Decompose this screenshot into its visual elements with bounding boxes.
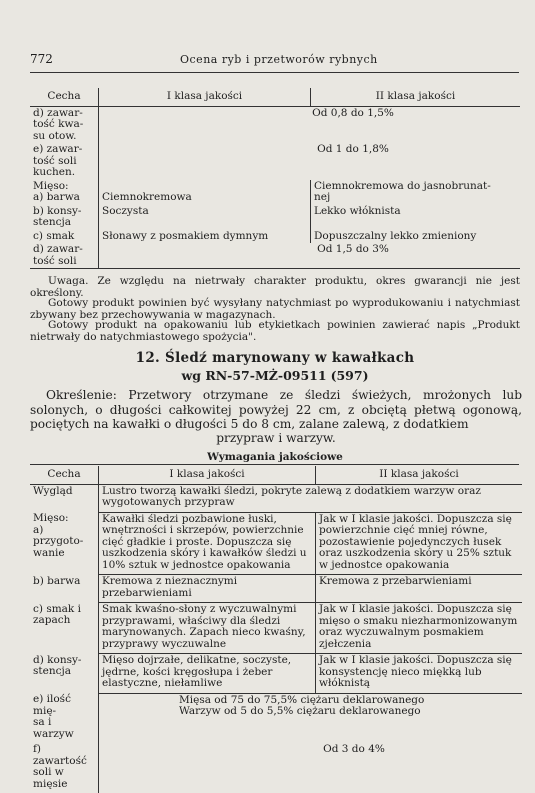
cell-cecha: Mięso: a) barwa — [30, 180, 99, 205]
header-rule — [30, 72, 519, 73]
table-row — [30, 230, 520, 244]
col-class-2: II klasa jakości — [316, 466, 523, 484]
table-row — [30, 743, 522, 793]
cell-cecha: Wygląd — [30, 484, 99, 512]
cell-class-2: Jak w I klasie jakości. Dopuszcza się mięso o smaku niezharmonizowanym oraz wyczuwalnym posmakiem zjełczenia — [316, 603, 523, 654]
col-class-1: I klasa jakości — [99, 88, 311, 106]
cell-class-2: Ciemnokremowa do jasnobrunat- nej — [314, 179, 491, 203]
standard-code: wg RN-57-MŻ-09511 — [181, 368, 327, 383]
cell-cecha: d) konsy- stencja — [30, 654, 99, 694]
table-row — [30, 143, 520, 180]
definition-paragraph: Określenie: Przetwory otrzymane ze śledzi świeżych, mrożonych lub solonych, o długości całkowitej powyżej 22 cm, z obciętą płetwą ogonową, pociętych na kawałki o długości 5 do 8 cm, zalane zalewą, z dodatkiem — [30, 388, 522, 431]
table-header-row — [30, 466, 522, 484]
table-row — [30, 106, 520, 143]
cell-span: Od 0,8 do 1,5% — [312, 106, 394, 119]
table-row — [30, 512, 522, 575]
table-row — [30, 243, 520, 269]
cell-span: Od 3 do 4% — [323, 743, 385, 755]
cell-class-2: Kremowa z przebarwieniami — [316, 575, 523, 603]
cell-cecha: d) zawar- tość soli — [30, 243, 99, 269]
cell-class-2: Lekko włóknista — [314, 204, 401, 217]
cell-cecha: e) ilość mię- sa i warzyw — [30, 693, 99, 743]
definition-end: przypraw i warzyw. — [216, 431, 336, 445]
cell-class-1: Smak kwaśno-słony z wyczuwalnymi przyprawami, właściwy dla śledzi marynowanych. Zapach nieco kwaśny, przyprawy wyczuwalne — [99, 603, 316, 654]
note-shipping: Gotowy produkt powinien być wysyłany natychmiast po wyprodukowaniu i natychmiast zbywany bez przechowywania w magazynach. — [30, 297, 520, 321]
cell-cecha: Mięso: a) przygoto- wanie — [30, 512, 99, 575]
page-header — [30, 52, 515, 70]
cell-span: Od 1,5 do 3% — [99, 243, 521, 269]
note-label: Gotowy produkt na opakowaniu lub etykietkach powinien zawierać napis „Produkt nietrwały do natychmiastowego spożycia". — [30, 319, 520, 343]
col-class-2: II klasa jakości — [311, 88, 521, 106]
cell-cecha: c) smak i zapach — [30, 603, 99, 654]
page-number: 772 — [30, 52, 53, 66]
note-warning: Uwaga. Ze względu na nietrwały charakter produktu, okres gwarancji nie jest określony. — [30, 275, 520, 299]
table-header-row — [30, 88, 520, 106]
cell-class-2: Dopuszczalny lekko zmieniony — [314, 229, 477, 242]
quality-table-2 — [30, 466, 522, 793]
cell-class-1: Kawałki śledzi pozbawione łuski, wnętrzności i skrzepów, powierzchnie cięć gładkie i proste. Dopuszcza się uszkodzenia skóry i kawałków śledzi u 10% sztuk w jednostce opakowania — [99, 512, 316, 575]
quality-table-1 — [30, 88, 520, 269]
col-cecha: Cecha — [30, 466, 99, 484]
cell-class-1: Ciemnokremowa — [99, 180, 311, 205]
col-cecha: Cecha — [30, 88, 99, 106]
cell-span: Mięsa od 75 do 75,5% ciężaru deklarowanego Warzyw od 5 do 5,5% ciężaru deklarowanego — [179, 693, 425, 717]
table-row — [30, 693, 522, 743]
requirements-heading: Wymagania jakościowe — [207, 451, 343, 463]
cell-cecha: f) zawartość soli w mięsie — [30, 743, 99, 793]
cell-span: Lustro tworzą kawałki śledzi, pokryte zalewą z dodatkiem warzyw oraz wygotowanych przypraw — [99, 484, 523, 512]
cell-cecha: e) zawar- tość soli kuchen. — [30, 143, 99, 180]
cell-span: Od 1 do 1,8% — [317, 143, 389, 155]
cell-cecha: d) zawar- tość kwa- su otow. — [30, 106, 99, 143]
cell-class-1: Mięso dojrzałe, delikatne, soczyste, jędrne, kości kręgosłupa i żeber elastyczne, niełamliwe — [99, 654, 316, 694]
col-class-1: I klasa jakości — [99, 466, 316, 484]
cell-class-2: Jak w I klasie jakości. Dopuszcza się konsystencję nieco miękką lub włóknistą — [316, 654, 523, 694]
section-standard — [30, 368, 520, 383]
table-row — [30, 484, 522, 512]
cell-class-1: Słonawy z posmakiem dymnym — [99, 230, 311, 244]
cell-cecha: b) konsy- stencja — [30, 205, 99, 230]
running-title: Ocena ryb i przetworów rybnych — [180, 53, 378, 66]
cell-class-1: Kremowa z nieznacznymi przebarwieniami — [99, 575, 316, 603]
standard-number: (597) — [330, 368, 369, 383]
table-row — [30, 603, 522, 654]
cell-class-2: Jak w I klasie jakości. Dopuszcza się powierzchnie cięć mniej równe, pozostawienie pojedynczych łusek oraz uszkodzenia skóry u 25% sztuk w jednostce opakowania — [316, 512, 523, 575]
cell-cecha: b) barwa — [30, 575, 99, 603]
cell-cecha: c) smak — [30, 230, 99, 244]
table-row — [30, 654, 522, 694]
section-title: 12. Śledź marynowany w kawałkach — [135, 350, 415, 366]
table-row — [30, 575, 522, 603]
table-row — [30, 180, 520, 205]
table-top-rule — [30, 464, 519, 465]
table-row — [30, 205, 520, 230]
cell-class-1: Soczysta — [99, 205, 311, 230]
